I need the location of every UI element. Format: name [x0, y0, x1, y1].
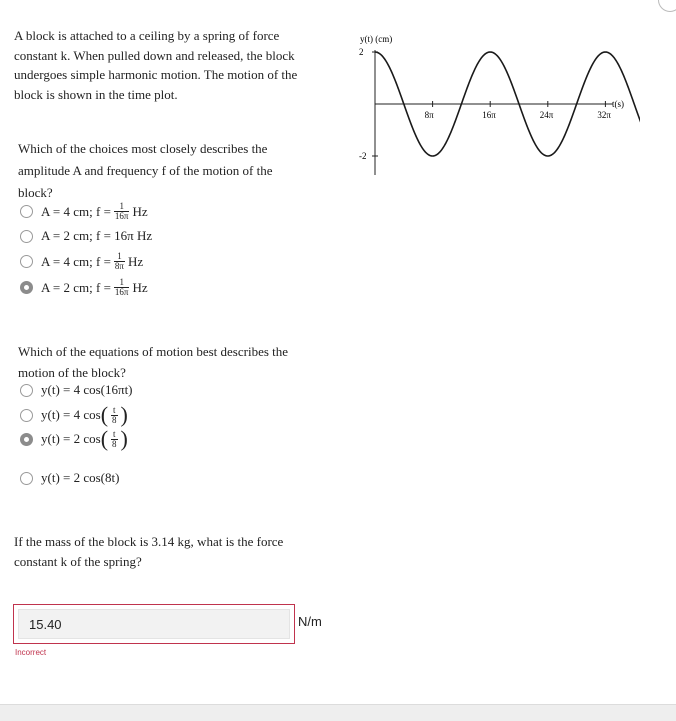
- answer-status: Incorrect: [15, 648, 47, 657]
- answer-unit: N/m: [298, 614, 322, 629]
- right-paren: ): [120, 402, 128, 427]
- y-tick-label: 2: [359, 47, 364, 57]
- question1-option[interactable]: [20, 228, 152, 244]
- y-tick-label: -2: [359, 151, 367, 161]
- bottom-bar: [0, 704, 676, 721]
- top-strip: [0, 0, 676, 8]
- radio-selected[interactable]: [20, 433, 33, 446]
- x-tick-label: 16π: [482, 110, 496, 120]
- left-paren: (: [100, 426, 109, 451]
- equation-text: y(t) = 2 cos: [41, 431, 101, 446]
- option-text: A = 4 cm; f =: [41, 253, 111, 269]
- radio-button[interactable]: [20, 205, 33, 218]
- question1-option[interactable]: [20, 202, 148, 221]
- question1-option[interactable]: [20, 252, 143, 271]
- option-unit: Hz: [132, 279, 148, 295]
- x-tick-label: 32π: [597, 110, 611, 120]
- question1-prompt: Which of the choices most closely describes the amplitude A and frequency f of the motion of the block?: [18, 141, 273, 200]
- question2-option[interactable]: [20, 470, 119, 486]
- question3-prompt: If the mass of the block is 3.14 kg, what is the force constant k of the spring?: [14, 534, 284, 569]
- answer-input-box[interactable]: [13, 604, 295, 644]
- x-axis-label: t(s): [612, 99, 624, 109]
- option-text: A = 4 cm; f =: [41, 203, 111, 219]
- question2-prompt: Which of the equations of motion best describes the motion of the block?: [18, 344, 289, 380]
- motion-plot: [340, 28, 640, 198]
- y-axis-label: y(t) (cm): [360, 34, 393, 44]
- x-tick-label: 24π: [539, 110, 554, 120]
- radio-button[interactable]: [20, 230, 33, 243]
- question2-option[interactable]: [20, 404, 128, 426]
- radio-button[interactable]: [20, 409, 33, 422]
- radio-button[interactable]: [20, 472, 33, 485]
- fraction: $\frac{t}{8}$: [112, 404, 117, 425]
- question1-option[interactable]: [20, 278, 148, 297]
- equation-text: y(t) = 4 cos(16πt): [41, 382, 133, 397]
- next-circle-icon[interactable]: [658, 0, 676, 12]
- radio-button[interactable]: [20, 384, 33, 397]
- fraction: $\frac{1}{16\pi}$: [114, 277, 129, 297]
- option-text: A = 2 cm; f =: [41, 279, 111, 295]
- equation-text: y(t) = 2 cos(8t): [41, 470, 120, 485]
- option-text: A = 2 cm; f = 16π Hz: [41, 228, 153, 243]
- intro-text: A block is attached to a ceiling by a spring of force constant k. When pulled down and released, the block undergoes simple harmonic motion. The motion of the block is shown in the time plot.: [14, 28, 298, 102]
- radio-button[interactable]: [20, 255, 33, 268]
- fraction: $\frac{1}{16\pi}$: [114, 201, 129, 221]
- radio-selected[interactable]: [20, 281, 33, 294]
- equation-text: y(t) = 4 cos: [41, 407, 101, 422]
- answer-input[interactable]: 15.40: [18, 609, 290, 639]
- right-paren: ): [120, 426, 128, 451]
- x-tick-label: 8π: [424, 110, 434, 120]
- left-paren: (: [100, 402, 109, 427]
- fraction: $\frac{1}{8\pi}$: [114, 251, 124, 271]
- option-unit: Hz: [127, 253, 144, 269]
- question2-option[interactable]: [20, 382, 133, 398]
- fraction: $\frac{t}{8}$: [112, 428, 117, 449]
- option-unit: Hz: [132, 203, 148, 219]
- question2-option[interactable]: [20, 428, 128, 450]
